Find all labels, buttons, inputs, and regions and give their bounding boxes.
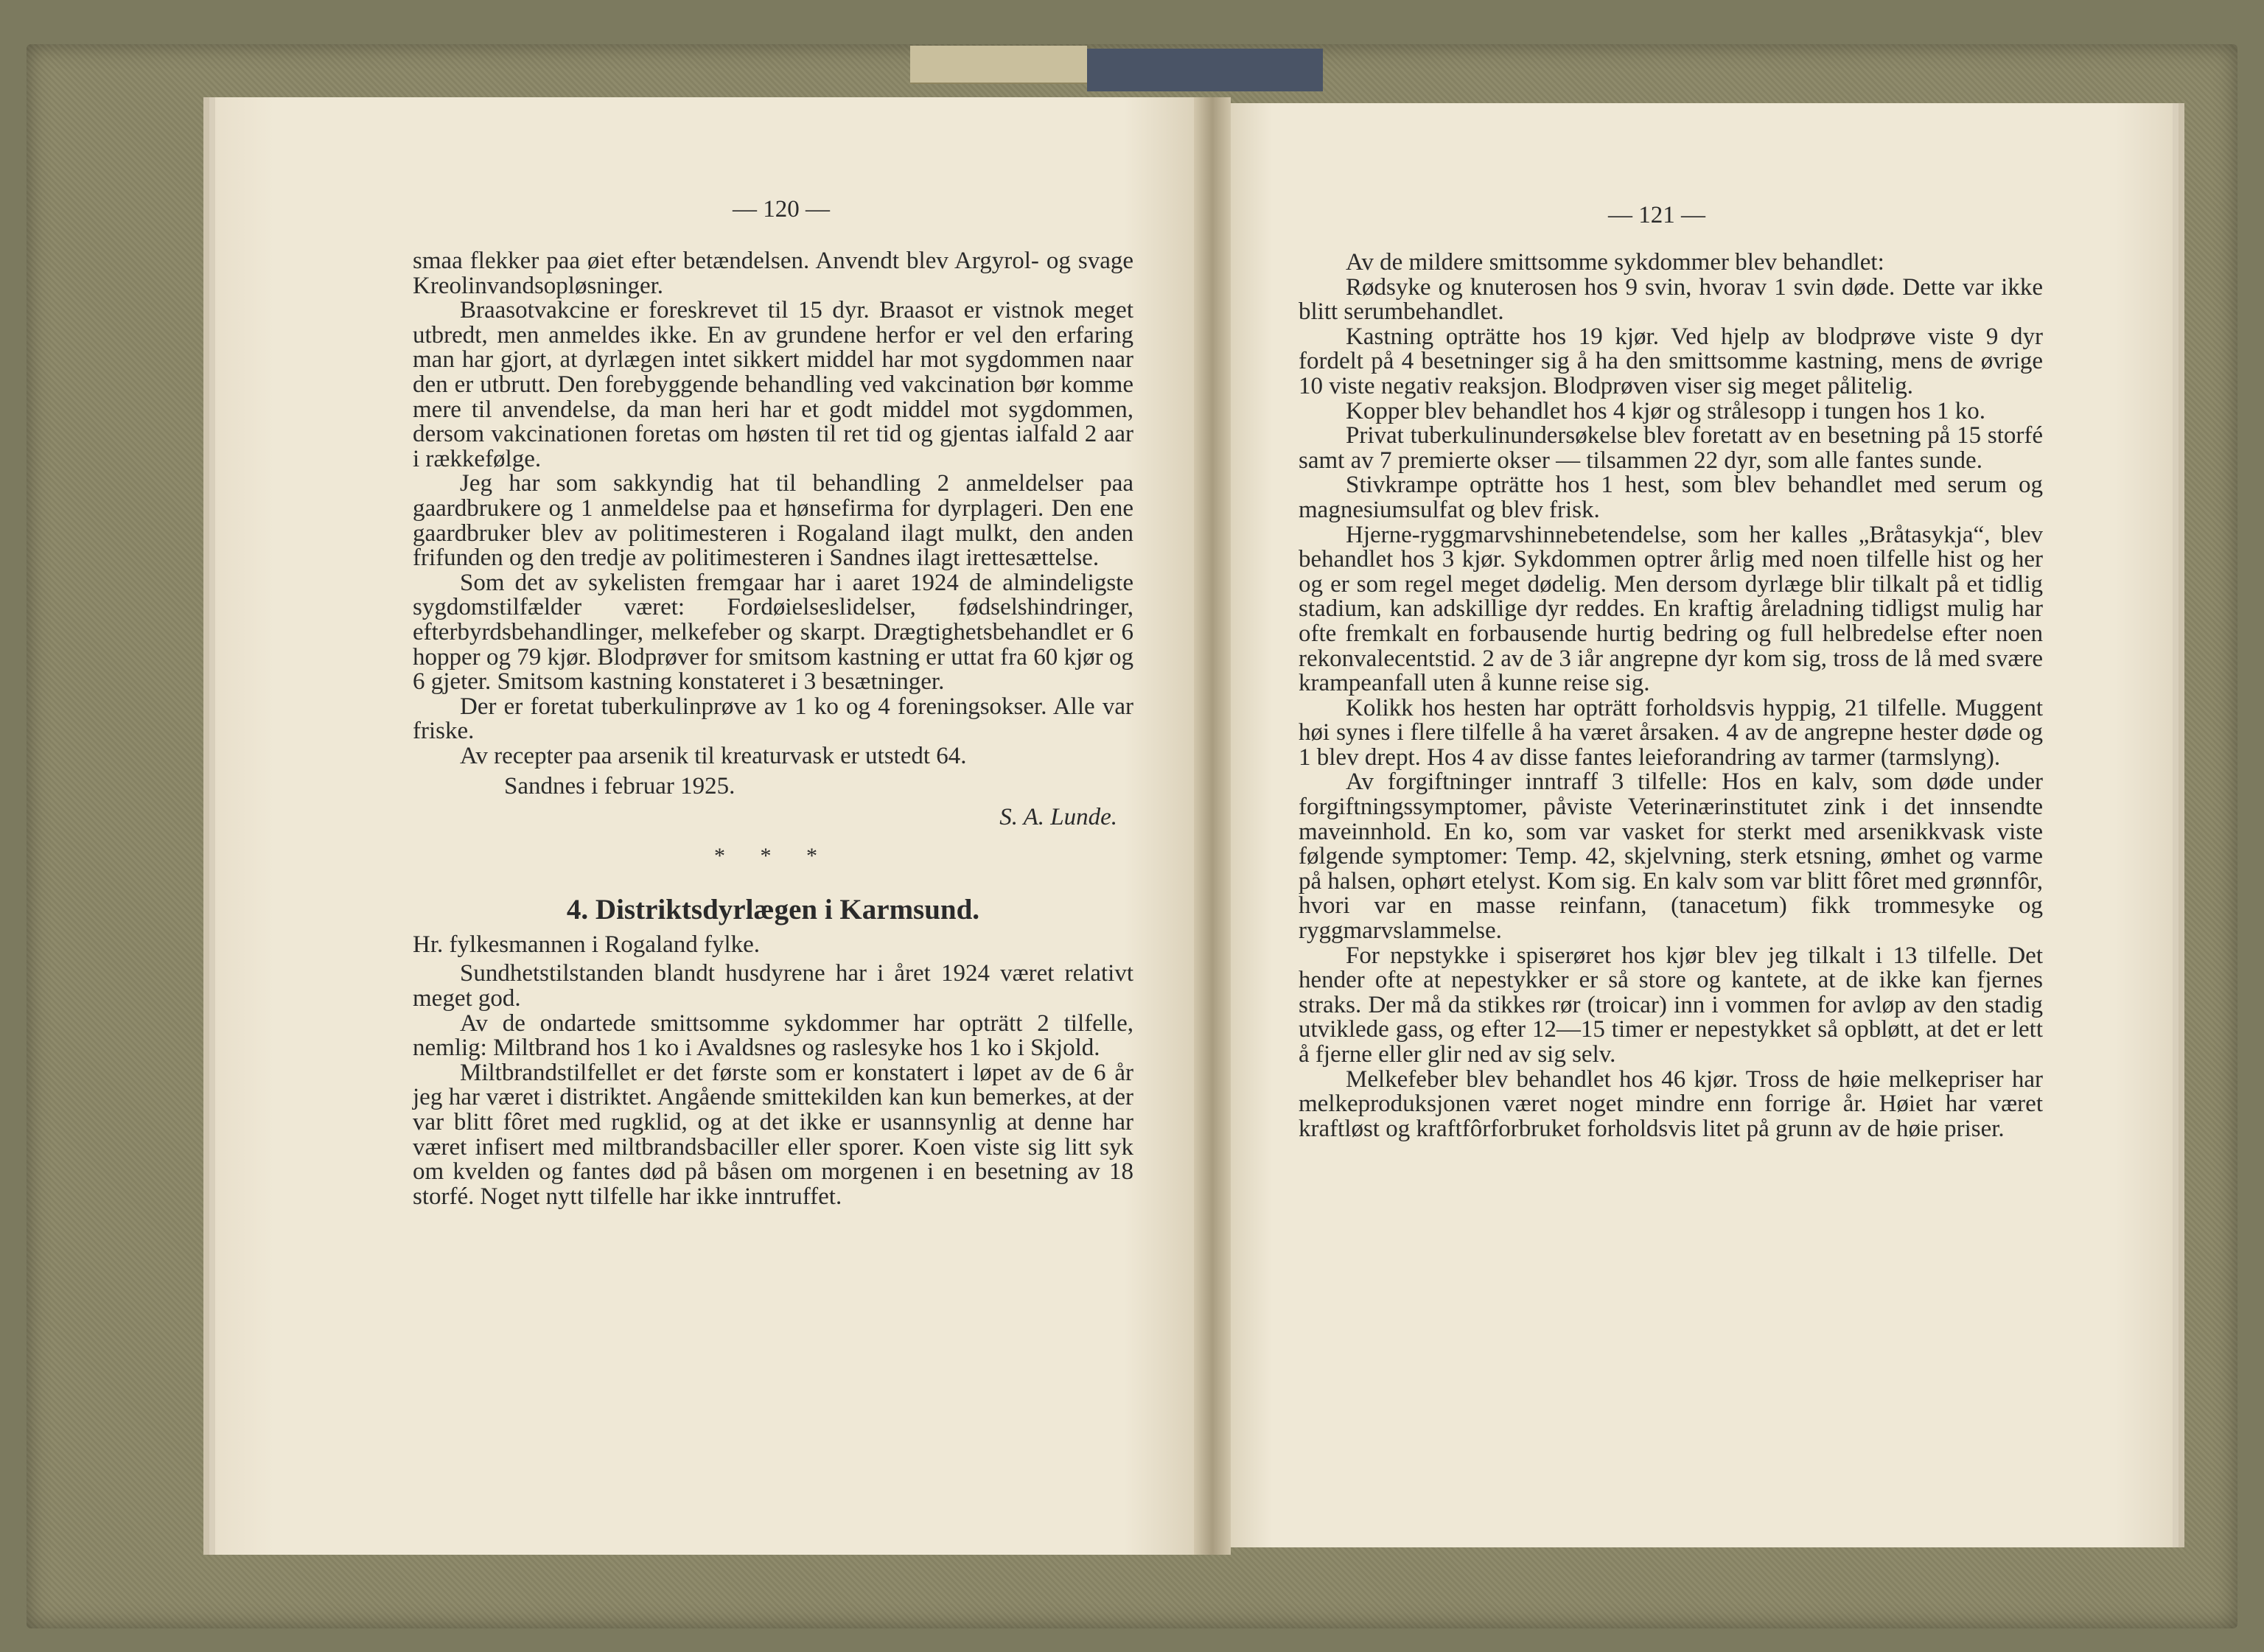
signature: S. A. Lunde. <box>999 804 1117 831</box>
paragraph: For nepstykke i spiserøret hos kjør blev jeg tilkalt i 13 tilfelle. Det hender ofte at nepestykker er så store og kantete, at de ikke kan fjernes straks. Der må da stikkes rør (troicar) inn i vommen for avløp av den stadig utviklede gass, og efter 12—15 timer er nepestykket så opbløtt, at det er lett å fjerne eller glir ned av sig selv. <box>1299 942 2043 1068</box>
paragraph: Braasotvakcine er foreskrevet til 15 dyr. Braasot er vistnok meget utbredt, men anmeldes ikke. En av grundene herfor er vel den erfaring man har gjort, at dyrlægen intet sikkert middel har mot sygdommen naar den er utbrutt. Den forebyggende behandling ved vakcination bør komme mere til anvendelse, da man heri har et godt middel mot sygdommen, dersom vakcinationen foretas om høsten til ret tid og gjentas ialfald 2 aar i rækkefølge. <box>413 297 1133 472</box>
paragraph: Av forgiftninger inntraff 3 tilfelle: Hos en kalv, som døde under forgiftningssymptomer, påviste Veterinærinstitutet zink i det innsendte maveinnhold. En ko, som var vasket for sterkt med arsenikkvask viste følgende symptomer: Temp. 42, skjelvning, sterk etsning, ømhet og varme på halsen, ophørt etelyst. Kom sig. En kalv som var blitt fôret med grønnfôr, hvori var en masse reinfann, (tanacetum) fikk trommesyke og ryggmarvslammelse. <box>1299 769 2043 945</box>
paragraph: Hjerne-ryggmarvshinnebetendelse, som her kalles „Bråtasykja“, blev behandlet hos 3 kjør. Sykdommen optrer årlig med noen tilfelle hist og her og er som regel meget dødelig. Men dersom dyrlæge blir tilkalt på et tidlig stadium, kan adskillige dyr reddes. En kraftig åreladning tidligst mulig har ofte fremkalt en forbausende hurtig bedring og full helbredelse efter noen rekonvalecentstid. 2 av de 3 iår angrepne dyr kom sig, tross de lå med svære krampeanfall uten å kunne reise sig. <box>1299 521 2043 697</box>
salutation: Hr. fylkesmannen i Rogaland fylke. <box>413 931 761 958</box>
spine-band <box>1087 49 1323 91</box>
right-page-number: — 121 — <box>1608 202 1705 228</box>
paragraph: Melkefeber blev behandlet hos 46 kjør. Tross de høie melkepriser har melkeproduksjonen været noget mindre enn forrige år. Høiet har været kraftløst og kraftfôrforbruket forholdsvis litet på grunn av de høie priser. <box>1299 1065 2043 1142</box>
section-heading: 4. Distriktsdyrlægen i Karmsund. <box>566 894 980 926</box>
paragraph: Stivkrampe opträtte hos 1 hest, som blev behandlet med serum og magnesiumsulfat og blev frisk. <box>1299 472 2043 523</box>
paragraph: Som det av sykelisten fremgaar har i aaret 1924 de almindeligste sygdomstilfælder været: Fordøielseslidelser, fødselshindringer, efterbyrdsbehandlinger, melkefeber og skarpt. Drægtighetsbehandlet er 6 hopper og 79 kjør. Blodprøver for smitsom kastning er uttat fra 60 kjør og 6 gjeter. Smitsom kastning konstateret i 3 besætninger. <box>413 569 1133 696</box>
left-page-number: — 120 — <box>733 196 830 223</box>
left-page-text <box>413 249 1133 1209</box>
paragraph: Kolikk hos hesten har opträtt forholdsvis hyppig, 21 tilfelle. Muggent høi synes i flere tilfelle å ha været årsaken. 4 av de angrepne hester døde og 1 blev drept. Hos 4 av disse fantes leieforandring av tarmer (tarmslyng). <box>1299 694 2043 771</box>
paragraph: Av de ondartede smittsomme sykdommer har opträtt 2 tilfelle, nemlig: Miltbrand hos 1 ko i Avaldsnes og raslesyke hos 1 ko i Skjold. <box>413 1009 1133 1062</box>
paragraph: Jeg har som sakkyndig hat til behandling 2 anmeldelser paa gaardbrukere og 1 anmeldelse paa et hønsefirma for dyrplageri. Den ene gaardbruker blev av politimesteren i Rogaland ilagt mulkt, den anden frifunden og den tredje av politimesteren i Sandnes ilagt irettesættelse. <box>413 470 1133 572</box>
paragraph: Privat tuberkulinundersøkelse blev foretatt av en besetning på 15 storfé samt av 7 premierte okser — tilsammen 22 dyr, som alle fantes sunde. <box>1299 422 2043 474</box>
paragraph: smaa flekker paa øiet efter betændelsen. Anvendt blev Argyrol- og svage Kreolinvandsopløsninger. <box>413 248 1133 299</box>
place-date: Sandnes i februar 1925. <box>504 773 736 800</box>
paragraph: Kopper blev behandlet hos 4 kjør og strålesopp i tungen hos 1 ko. <box>1346 397 1985 424</box>
paragraph: Sundhetstilstanden blandt husdyrene har i året 1924 været relativt meget god. <box>413 960 1133 1012</box>
paragraph: Av recepter paa arsenik til kreaturvask er utstedt 64. <box>460 742 967 769</box>
section-separator: * * * <box>714 843 832 868</box>
paragraph: Av de mildere smittsomme sykdommer blev behandlet: <box>1346 249 1884 276</box>
paragraph: Miltbrandstilfellet er det første som er konstatert i løpet av de 6 år jeg har været i distriktet. Angående smittekilden kan kun bemerkes, at der var blitt fôret med rugklid, og at det ikke er usannsynlig at denne har været infisert med miltbrandsbaciller eller sporer. Koen viste sig litt syk om kvelden og fantes død på båsen om morgenen i en besetning av 18 storfé. Noget nytt tilfelle har ikke inntruffet. <box>413 1059 1133 1210</box>
paragraph: Rødsyke og knuterosen hos 9 svin, hvorav 1 svin døde. Dette var ikke blitt serumbehandlet. <box>1299 273 2043 326</box>
spine-label <box>910 46 1087 84</box>
paragraph: Kastning opträtte hos 19 kjør. Ved hjelp av blodprøve viste 9 dyr fordelt på 4 besetninger sig å ha den smittsomme kastning, mens de øvrige 10 viste negativ reaksjon. Blodprøven viser sig meget pålitelig. <box>1299 323 2043 399</box>
paragraph: Der er foretat tuberkulinprøve av 1 ko og 4 foreningsokser. Alle var friske. <box>413 693 1133 745</box>
book-gutter <box>1194 97 1231 1555</box>
right-page-text <box>1299 251 2043 1141</box>
